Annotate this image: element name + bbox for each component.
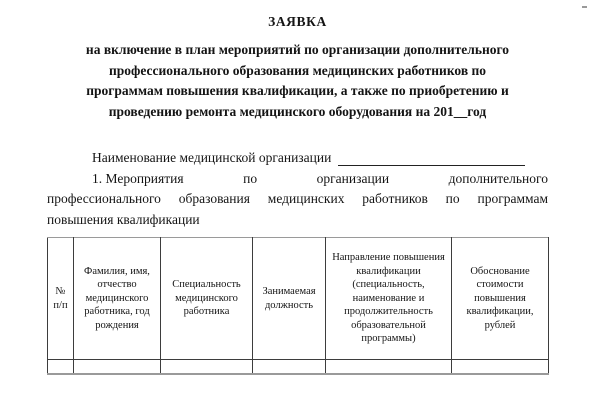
document-title: ЗАЯВКА (268, 14, 327, 29)
column-header-row-number: № п/п (48, 238, 74, 360)
section-1-word: дополнительного (448, 170, 548, 186)
empty-cell-row-number (48, 360, 74, 374)
column-header-cost-justification: Обоснование стоимости повышения квалификации, рублей (452, 238, 549, 360)
column-header-training-direction: Направление повышения квалификации (специальность, наименование и продолжительность образовательной программы) (326, 238, 452, 360)
table-header-row (48, 238, 549, 360)
empty-cell-position (253, 360, 326, 374)
section-1-word: организации (316, 170, 390, 186)
section-1-number-and-word: 1. Мероприятия (92, 170, 184, 186)
org-name-line (47, 148, 548, 169)
table-empty-row (48, 360, 549, 374)
org-name-blank-field (338, 165, 525, 166)
section-1-word: по (243, 170, 258, 186)
empty-cell-training-direction (326, 360, 452, 374)
empty-cell-specialty (161, 360, 253, 374)
column-header-position: Занимаемая должность (253, 238, 326, 360)
subtitle-line-1: на включение в план мероприятий по организации дополнительного (85, 42, 510, 57)
subtitle-line-4: проведению ремонта медицинского оборудования на 201__год (108, 103, 487, 119)
scan-artifact-dash (582, 6, 587, 8)
org-name-label: Наименование медицинской организации (92, 150, 332, 165)
subtitle-line-2: профессионального образования медицинских работников по (108, 62, 487, 78)
subtitle-line-3: программам повышения квалификации, а также по приобретению и (86, 83, 509, 98)
document-subtitle (47, 40, 548, 122)
empty-cell-cost-justification (452, 360, 549, 374)
column-header-worker-name: Фамилия, имя, отчество медицинского работника, год рождения (74, 238, 161, 360)
document-content (47, 0, 548, 375)
section-1-heading-line-3: повышения квалификации (47, 211, 200, 227)
column-header-specialty: Специальность медицинского работника (161, 238, 253, 360)
empty-cell-worker-name (74, 360, 161, 374)
body-text (47, 148, 548, 230)
section-1-heading-line-1 (47, 169, 548, 190)
section-1-heading-line-2: профессионального образования медицинских работников по программам (47, 191, 548, 206)
qualification-plan-table (47, 237, 549, 375)
